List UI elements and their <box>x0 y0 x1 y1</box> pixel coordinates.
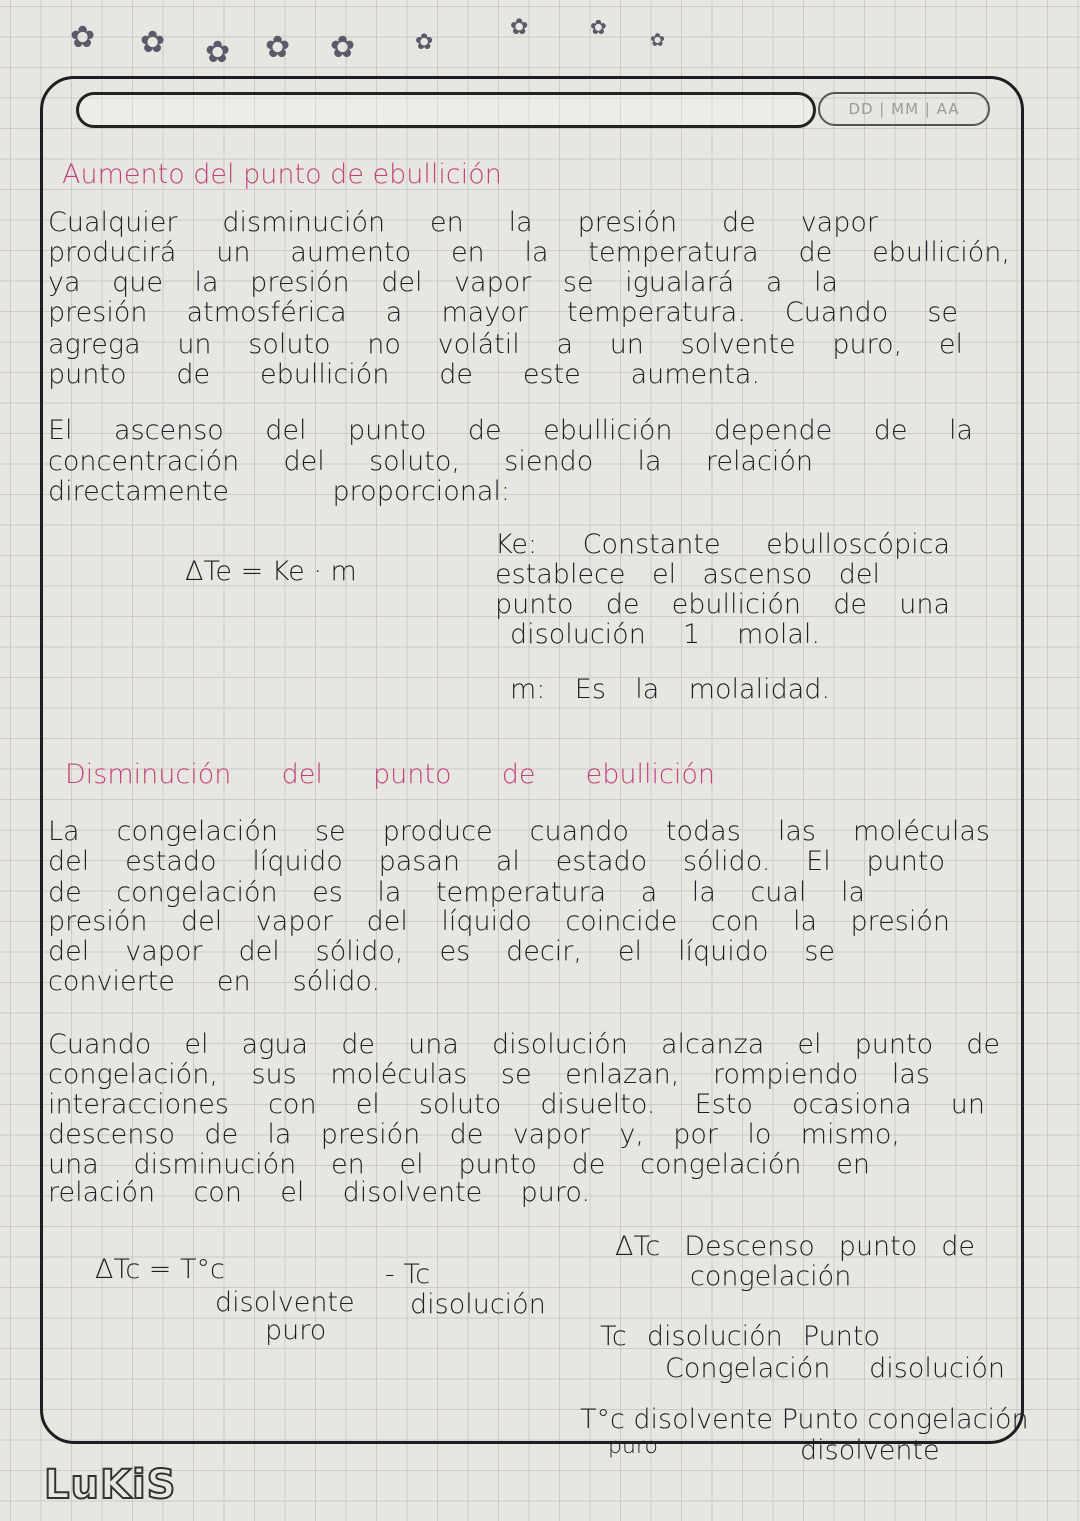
flower-doodle-icon: ✿ <box>650 30 666 51</box>
date-field: DD | MM | AA <box>818 92 990 126</box>
formula: ΔTc = T°c <box>95 1254 225 1285</box>
text-line: relación con el disolvente puro. <box>48 1177 590 1208</box>
title-field <box>76 92 816 128</box>
text-line: ya que la presión del vapor se igualará a la <box>48 267 838 298</box>
flower-doodle-icon: ✿ <box>140 25 166 60</box>
text-line: presión atmosférica a mayor temperatura. Cuando se <box>48 297 958 328</box>
text-line: interacciones con el soluto disuelto. Esto ocasiona un <box>48 1089 985 1120</box>
flower-doodle-icon: ✿ <box>70 20 96 55</box>
text-line: La congelación se produce cuando todas las moléculas <box>48 816 990 847</box>
text-line: El ascenso del punto de ebullición depende de la <box>48 415 973 446</box>
definition-line: establece el ascenso del <box>495 559 880 590</box>
brand-logo: LuKiS <box>44 1462 177 1508</box>
text-line: de congelación es la temperatura a la cual la <box>48 877 865 908</box>
definition-line: disolvente <box>800 1435 940 1466</box>
section-heading: Disminución del punto de ebullición <box>65 759 715 790</box>
text-line: del vapor del sólido, es decir, el líquido se <box>48 936 835 967</box>
definition-line: T°c disolvente Punto congelación <box>580 1404 1029 1435</box>
definition-line: Tc disolución Punto <box>600 1321 880 1352</box>
text-line: una disminución en el punto de congelación en <box>48 1149 870 1180</box>
text-line: punto de ebullición de este aumenta. <box>48 359 760 390</box>
flower-doodle-icon: ✿ <box>330 30 356 65</box>
flower-doodle-icon: ✿ <box>265 30 291 65</box>
definition-line: m: Es la molalidad. <box>510 674 830 705</box>
text-line: Cualquier disminución en la presión de vapor <box>48 207 878 238</box>
formula-subscript: disolvente <box>215 1287 355 1318</box>
text-line: congelación, sus moléculas se enlazan, rompiendo las <box>48 1059 930 1090</box>
text-line: Cuando el agua de una disolución alcanza el punto de <box>48 1029 1000 1060</box>
text-line: presión del vapor del líquido coincide con la presión <box>48 906 950 937</box>
formula: - Tc <box>385 1259 431 1290</box>
flower-doodle-icon: ✿ <box>510 15 529 40</box>
flower-doodle-icon: ✿ <box>415 30 434 55</box>
flower-doodle-icon: ✿ <box>590 15 607 39</box>
text-line: producirá un aumento en la temperatura de ebullición, <box>48 237 1010 268</box>
flower-doodle-icon: ✿ <box>205 35 231 70</box>
definition-line: Congelación disolución <box>665 1353 1005 1384</box>
definition-line: Ke: Constante ebulloscópica <box>495 529 950 560</box>
definition-line: ΔTc Descenso punto de <box>615 1231 975 1262</box>
formula-subscript: disolución <box>410 1289 546 1320</box>
text-line: convierte en sólido. <box>48 966 380 997</box>
text-line: concentración del soluto, siendo la relación <box>48 446 813 477</box>
definition-line: disolución 1 molal. <box>510 619 820 650</box>
text-line: directamente proporcional: <box>48 476 510 507</box>
definition-line: punto de ebullición de una <box>495 589 950 620</box>
definition-line: congelación <box>690 1261 852 1292</box>
text-line: descenso de la presión de vapor y, por lo mismo, <box>48 1119 900 1150</box>
section-heading: Aumento del punto de ebullición <box>62 159 502 190</box>
definition-line: puro <box>608 1434 658 1459</box>
formula: ΔTe = Ke · m <box>185 556 357 587</box>
formula-subscript: puro <box>265 1315 327 1346</box>
text-line: del estado líquido pasan al estado sólido. El punto <box>48 846 945 877</box>
text-line: agrega un soluto no volátil a un solvente puro, el <box>48 329 963 360</box>
